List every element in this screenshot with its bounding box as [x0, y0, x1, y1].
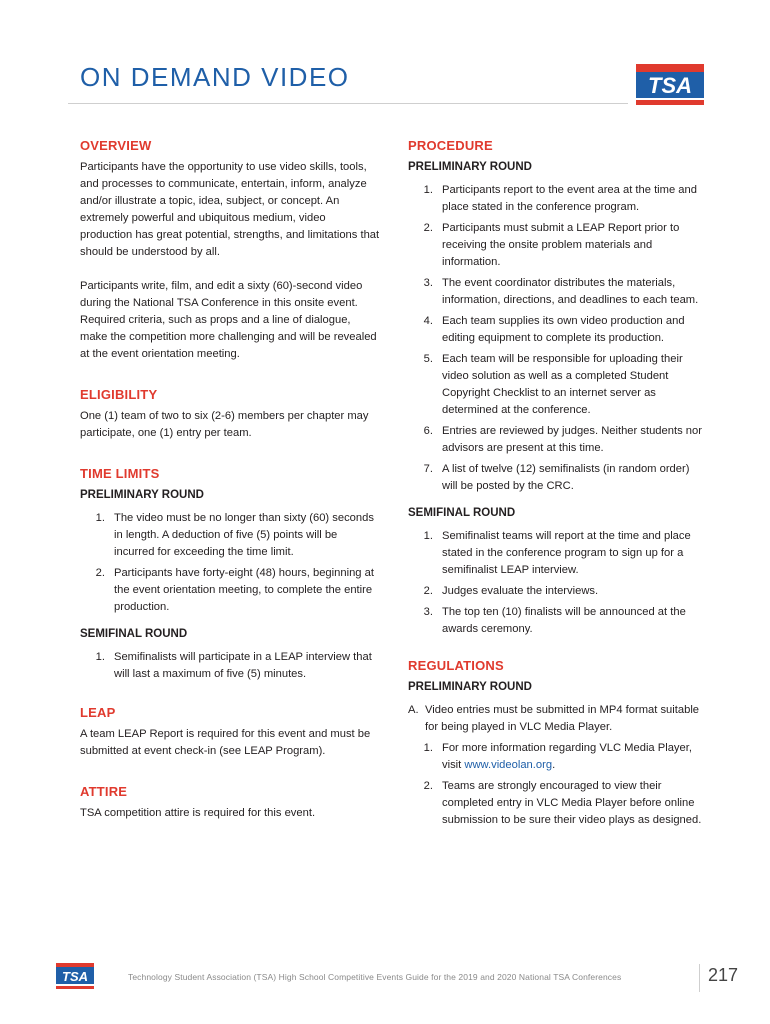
list-item: 6. Entries are reviewed by judges. Neither students nor advisors are present at this time. [423, 425, 702, 454]
footer-text: Technology Student Association (TSA) High School Competitive Events Guide for the 2019 and 2020 National TSA Conferences [128, 972, 622, 982]
subheading: SEMIFINAL ROUND [80, 628, 188, 640]
paragraph: A team LEAP Report is required for this event and must be submitted at event check-in (see LEAP Program). [80, 728, 371, 757]
paragraph: TSA competition attire is required for this event. [80, 807, 316, 819]
numbered-list [80, 649, 380, 683]
numbered-list [408, 528, 708, 638]
list-item: 5. Each team will be responsible for uploading their video solution as well as a completed Student Copyright Checklist to an internet server as determined at the conference. [423, 353, 683, 416]
left-column [80, 136, 380, 839]
subheading: SEMIFINAL ROUND [408, 507, 516, 519]
paragraph: Participants write, film, and edit a sixty (60)-second video during the National TSA Conference in this onsite event. Required criteria, such as props and a line of dialogue, make the competition more challenging and will be revealed at the event orientation meeting. [80, 280, 377, 360]
regulations-section [408, 656, 708, 829]
leap-section [80, 703, 380, 760]
procedure-section [408, 136, 708, 638]
section-heading: ATTIRE [80, 784, 128, 799]
list-item: 4. Each team supplies its own video production and editing equipment to complete its production. [423, 315, 685, 344]
section-heading: LEAP [80, 705, 116, 720]
list-item: 3. The top ten (10) finalists will be announced at the awards ceremony. [423, 606, 686, 635]
paragraph: Participants have the opportunity to use video skills, tools, and processes to communicate, entertain, inform, analyze and/or illustrate a topic, idea, subject, or concept. An extremely powerful and ubiquitous medium, video production has great potential, strengths, and limitations that should be understood by all. [80, 161, 380, 258]
list-item: 1. Participants report to the event area at the time and place stated in the conference program. [423, 184, 697, 213]
time-limits-section [80, 464, 380, 683]
svg-text:TSA: TSA [62, 969, 88, 984]
list-item: 2. Judges evaluate the interviews. [423, 585, 599, 597]
page-number: 217 [708, 965, 739, 985]
svg-text:TSA: TSA [648, 73, 692, 98]
section-heading: OVERVIEW [80, 138, 152, 153]
subheading: PRELIMINARY ROUND [80, 489, 204, 501]
footer-divider [699, 964, 700, 992]
list-item: 1. Semifinalists will participate in a LEAP interview that will last a maximum of five (5) minutes. [95, 651, 372, 680]
list-item: A. Video entries must be submitted in MP4 format suitable for being played in VLC Media Player. [408, 704, 700, 733]
numbered-list [408, 182, 708, 495]
list-item: 1. For more information regarding VLC Media Player, visit www.videolan.org. [423, 742, 692, 771]
section-heading: REGULATIONS [408, 658, 504, 673]
list-item: 3. The event coordinator distributes the materials, information, directions, and deadlines to each team. [423, 277, 699, 306]
list-item: 2. Participants have forty-eight (48) hours, beginning at the event orientation meeting, to complete the entire production. [95, 567, 374, 613]
list-item: 2. Participants must submit a LEAP Report prior to receiving the onsite problem materials and information. [423, 222, 680, 268]
section-heading: PROCEDURE [408, 138, 493, 153]
list-item: 7. A list of twelve (12) semifinalists (in random order) will be posted by the CRC. [423, 463, 690, 492]
lettered-list [408, 702, 708, 736]
paragraph: One (1) team of two to six (2-6) members per chapter may participate, one (1) entry per team. [80, 410, 369, 439]
list-item: 2. Teams are strongly encouraged to view their completed entry in VLC Media Player before online submission to be sure their video plays as designed. [423, 780, 702, 826]
list-item: 1. Semifinalist teams will report at the time and place stated in the conference program to sign up for a semifinalist LEAP interview. [423, 530, 691, 576]
eligibility-section [80, 385, 380, 442]
subheading: PRELIMINARY ROUND [408, 161, 532, 173]
attire-section [80, 782, 380, 822]
tsa-footer-logo [56, 963, 94, 990]
section-heading: ELIGIBILITY [80, 387, 158, 402]
right-column [408, 136, 708, 833]
numbered-list [408, 740, 708, 829]
subheading: PRELIMINARY ROUND [408, 681, 532, 693]
videolan-link[interactable]: www.videolan.org [464, 759, 553, 771]
title-divider [68, 103, 628, 104]
list-item: 1. The video must be no longer than sixty (60) seconds in length. A deduction of five (5) points will be incurred for exceeding the time limit. [95, 512, 374, 558]
overview-section [80, 136, 380, 363]
page-title: ON DEMAND VIDEO [80, 62, 350, 92]
numbered-list [80, 510, 380, 616]
section-heading: TIME LIMITS [80, 466, 160, 481]
tsa-logo [636, 64, 704, 106]
